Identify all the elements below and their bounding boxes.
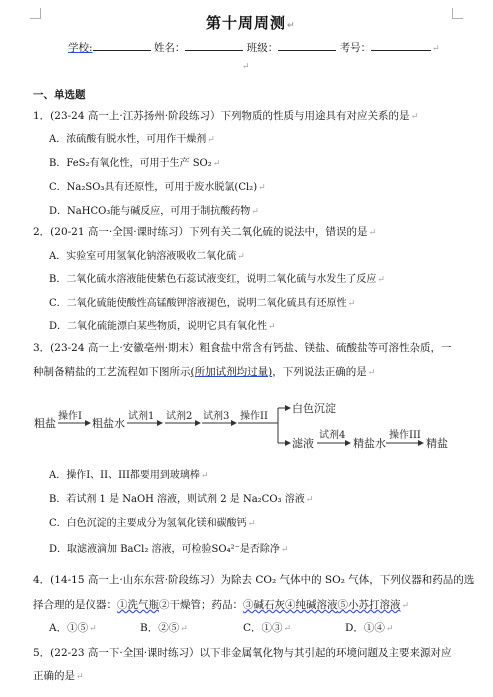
process-flow-diagram <box>28 396 478 456</box>
flow-label-reagent-3: 试剂3 <box>203 411 230 422</box>
flow-label-reagent-1: 试剂1 <box>128 411 155 422</box>
school-blank[interactable] <box>93 40 151 51</box>
q1-option-b[interactable]: B．FeS₂有氧化性，可用于生产 SO₂↵ <box>49 158 221 169</box>
flow-label-reagent-2: 试剂2 <box>166 411 193 422</box>
q2-option-c[interactable]: C．二氧化硫能使酸性高锰酸钾溶液褪色，说明二氧化硫具有还原性↵ <box>49 298 356 309</box>
flow-node-refined-brine: 精盐水 <box>353 437 386 450</box>
question-5-stem-line1: 5．(22-23 高一下·全国·课时练习）以下非金属氧化物与其引起的环境问题及主要来源对应 <box>33 647 452 659</box>
q4-option-b[interactable]: B．②⑤↵ <box>140 622 188 634</box>
question-3-stem-line1: 3．(23-24 高一上·安徽亳州·期末）粗食盐中常含有钙盐、镁盐、硫酸盐等可溶性杂质，一 <box>33 342 452 354</box>
flow-node-refined-salt: 精盐 <box>426 437 448 450</box>
name-blank[interactable] <box>185 40 243 51</box>
number-blank[interactable] <box>371 40 431 51</box>
question-4-stem-line2: 择合理的是仪器：①洗气瓶②干燥管；药品：③碱石灰④纯碱溶液⑤小苏打溶液↵ <box>33 599 410 611</box>
corner-mark-top-left <box>30 8 41 19</box>
info-line: 学校: 姓名： 班级： 考号： ↵ <box>68 42 440 54</box>
flow-node-brine: 粗盐水 <box>92 417 125 430</box>
school-label: 学校: <box>68 42 93 54</box>
question-4-stem-line1: 4．(14-15 高一上·山东东营·阶段练习）为除去 CO₂ 气体中的 SO₂ 气体，下列仪器和药品的选 <box>33 574 475 586</box>
q2-option-d[interactable]: D．二氧化硫能漂白某些物质，说明它具有氧化性↵ <box>49 321 276 332</box>
q3-option-a[interactable]: A．操作I、II、III都要用到玻璃棒↵ <box>49 470 209 481</box>
question-3-stem-line2: 种制备精盐的工艺流程如下图所示(所加试剂均过量)，下列说法正确的是↵ <box>33 366 376 378</box>
q4-option-a[interactable]: A．①⑤↵ <box>49 622 97 634</box>
q1-option-c[interactable]: C．Na₂SO₃具有还原性，可用于废水脱氯(Cl₂)↵ <box>49 182 266 193</box>
question-5-stem-line2: 正确的是↵ <box>33 670 84 682</box>
question-1-stem: 1．(23-24 高一上·江苏扬州·阶段练习）下列物质的性质与用途具有对应关系的是↵ <box>33 110 419 122</box>
q2-option-a[interactable]: A．实验室可用氢氧化钠溶液吸收二氧化硫↵ <box>49 251 245 262</box>
q3-option-c[interactable]: C．白色沉淀的主要成分为氢氧化镁和碳酸钙↵ <box>49 518 256 529</box>
q3-option-b[interactable]: B．若试剂 1 是 NaOH 溶液，则试剂 2 是 Na₂CO₃ 溶液↵ <box>49 494 314 505</box>
paragraph-mark: ↵ <box>242 62 250 72</box>
flow-node-filtrate: 滤液 <box>292 437 314 450</box>
class-blank[interactable] <box>278 40 336 51</box>
flow-label-operation-2: 操作II <box>240 411 268 422</box>
flow-label-operation-3: 操作III <box>389 430 421 441</box>
q1-option-a[interactable]: A．浓硫酸有脱水性，可用作干燥剂↵ <box>49 134 215 145</box>
flow-label-operation-1: 操作I <box>58 411 82 422</box>
q1-option-d[interactable]: D．NaHCO₃能与碱反应，可用于制抗酸药物↵ <box>49 206 259 217</box>
page-title: 第十周周测↵ <box>206 14 296 32</box>
question-2-stem: 2．(20-21 高一·全国·课时练习）下列有关二氧化硫的说法中，错误的是↵ <box>33 226 377 238</box>
class-label: 班级： <box>246 42 279 54</box>
corner-mark-top-right <box>452 8 463 19</box>
flow-label-reagent-4: 试剂4 <box>319 430 346 441</box>
section-heading: 一、单选题 <box>33 89 86 101</box>
q2-option-b[interactable]: B．二氧化硫水溶液能使紫色石蕊试液变红，说明二氧化硫与水发生了反应↵ <box>49 274 385 285</box>
name-label: 姓名： <box>153 42 186 54</box>
q4-option-c[interactable]: C．①③↵ <box>243 622 292 634</box>
flow-node-crude-salt: 粗盐 <box>34 417 56 430</box>
flow-node-white-precipitate: 白色沉淀 <box>292 402 336 415</box>
number-label: 考号： <box>339 42 372 54</box>
q3-option-d[interactable]: D．取滤液滴加 BaCl₂ 溶液，可检验SO₄²⁻是否除净↵ <box>49 544 289 555</box>
q4-option-d[interactable]: D．①④↵ <box>345 622 394 634</box>
